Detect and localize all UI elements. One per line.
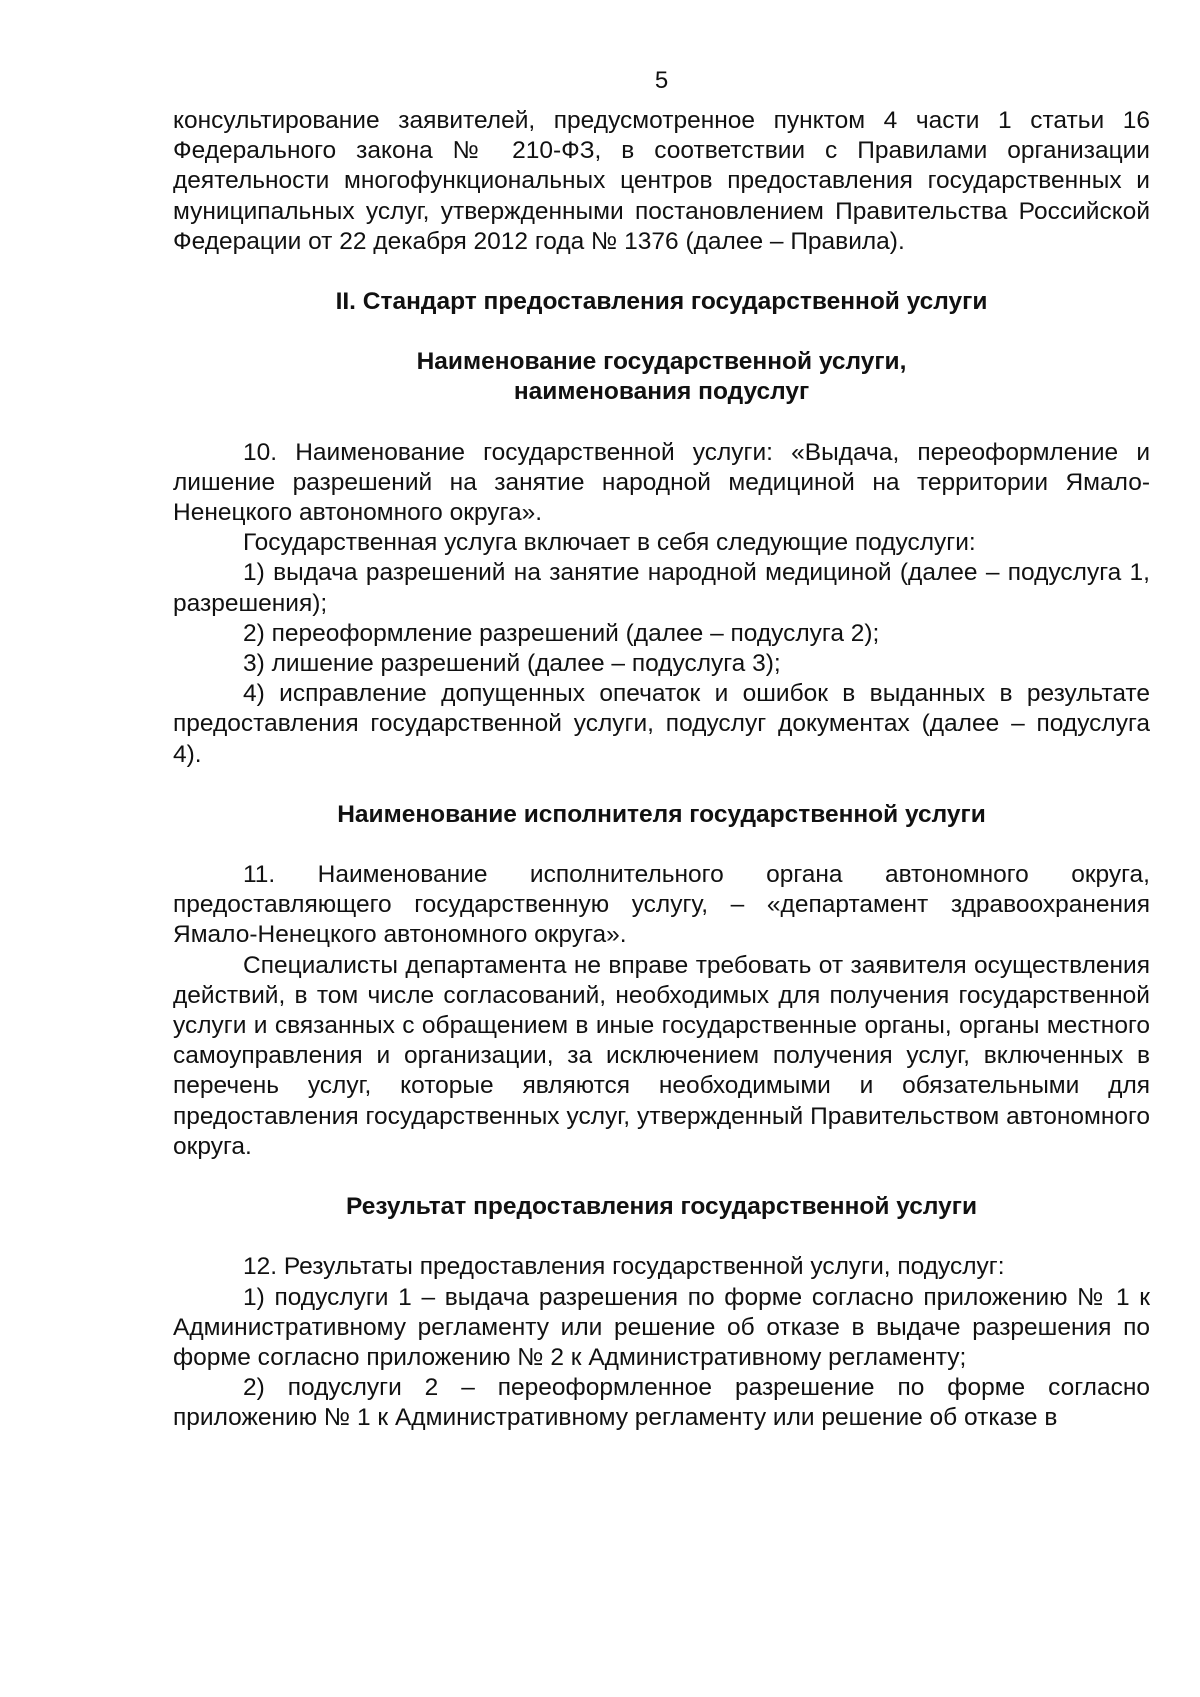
spacer — [173, 408, 1150, 438]
paragraph-12-item-1: 1) подуслуги 1 – выдача разрешения по форме согласно приложению № 1 к Административному регламенту или решение об отказе в выдаче разрешения по форме согласно приложению № 2 к Административному регламенту; — [173, 1283, 1150, 1371]
paragraph-10-item-3: 3) лишение разрешений (далее – подуслуга 3); — [243, 650, 781, 678]
paragraph-10-subservices: Государственная услуга включает в себя следующие подуслуги: — [243, 529, 976, 557]
spacer — [173, 1222, 1150, 1252]
spacer — [173, 257, 1150, 287]
spacer — [173, 1162, 1150, 1192]
paragraph-10-item-4: 4) исправление допущенных опечаток и ошибок в выданных в результате предоставления государственной услуги, подуслуг документах (далее – подуслуга 4). — [173, 680, 1150, 768]
section-heading: II. Стандарт предоставления государственной услуги — [335, 288, 988, 316]
heading-result: Результат предоставления государственной услуги — [345, 1193, 978, 1221]
spacer — [173, 770, 1150, 800]
paragraph-12-item-2: 2) подуслуги 2 – переоформленное разрешение по форме согласно приложению № 1 к Административному регламенту или решение об отказе в — [173, 1374, 1150, 1432]
document-page — [173, 66, 1150, 1434]
paragraph-10: 10. Наименование государственной услуги: «Выдача, переоформление и лишение разрешений на занятие народной медициной на территории Ямало-Ненецкого автономного округа». — [173, 438, 1150, 527]
paragraph-10-item-2: 2) переоформление разрешений (далее – подуслуга 2); — [243, 619, 880, 647]
paragraph-12: 12. Результаты предоставления государственной услуги, подуслуг: — [243, 1253, 1005, 1281]
paragraph-intro: консультирование заявителей, предусмотренное пунктом 4 части 1 статьи 16 Федерального закона № 210-ФЗ, в соответствии с Правилами организации деятельности многофункциональных центров предоставления государственных и муниципальных услуг, утвержденными постановлением Правительства Российской Федерации от 22 декабря 2012 года № 1376 (далее – Правила). — [173, 107, 1150, 255]
heading-service-name-line1: Наименование государственной услуги, — [416, 348, 907, 376]
spacer — [173, 317, 1150, 347]
heading-service-name-line2: наименования подуслуг — [513, 378, 810, 406]
paragraph-11: 11. Наименование исполнительного органа автономного округа, предоставляющего государственную услугу, – «департамент здравоохранения Ямало-Ненецкого автономного округа». — [173, 861, 1150, 949]
paragraph-11-specialists: Специалисты департамента не вправе требовать от заявителя осуществления действий, в том числе согласований, необходимых для получения государственной услуги и связанных с обращением в иные государственные органы, органы местного самоуправления и организации, за исключением получения услуг, включенных в перечень услуг, которые являются необходимыми и обязательными для предоставления государственных услуг, утвержденный Правительством автономного округа. — [173, 951, 1150, 1160]
spacer — [173, 830, 1150, 860]
heading-executor: Наименование исполнителя государственной услуги — [337, 800, 986, 828]
page-number: 5 — [654, 67, 669, 94]
paragraph-10-item-1: 1) выдача разрешений на занятие народной медициной (далее – подуслуга 1, разрешения); — [173, 559, 1150, 617]
